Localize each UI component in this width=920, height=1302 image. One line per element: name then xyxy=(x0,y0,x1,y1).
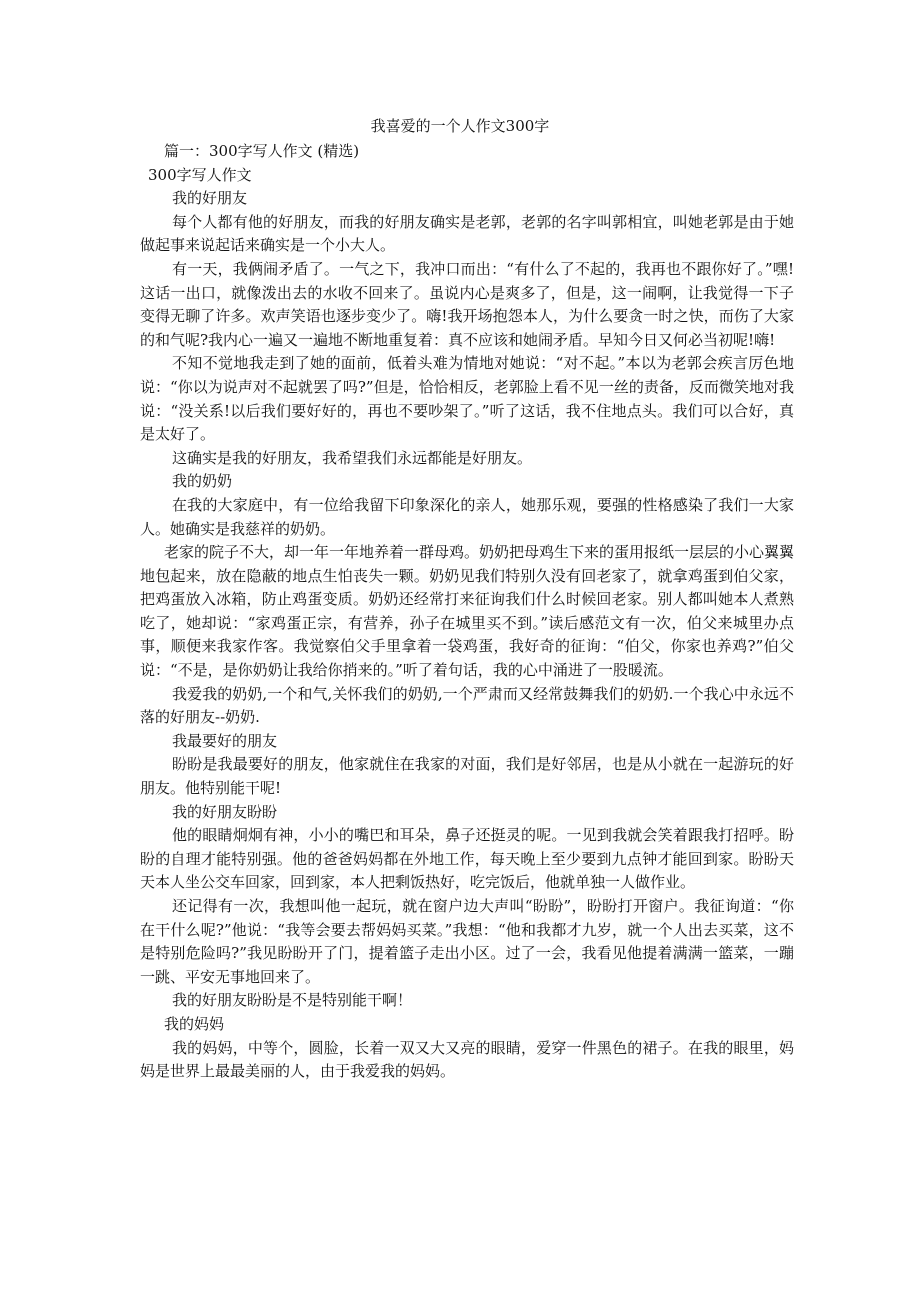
paragraph: 我爱我的奶奶,一个和气,关怀我们的奶奶,一个严肃而又经常鼓舞我们的奶奶.一个我心中永远不落的好朋友--奶奶. xyxy=(140,684,794,727)
paragraph: 我的好朋友盼盼是不是特别能干啊！ xyxy=(172,991,413,1010)
paragraph: 我的好朋友盼盼 xyxy=(172,802,278,821)
paragraph: 我的妈妈 xyxy=(164,1014,225,1033)
paragraph: 这确实是我的好朋友，我希望我们永远都能是好朋友。 xyxy=(172,448,533,467)
paragraph: 我的妈妈，中等个，圆脸，长着一双又大又亮的眼睛，爱穿一件黑色的裙子。在我的眼里，妈妈是世界上最最美丽的人，由于我爱我的妈妈。 xyxy=(140,1038,794,1081)
paragraph: 他的眼睛炯炯有神，小小的嘴巴和耳朵，鼻子还挺灵的呢。一见到我就会笑着跟我打招呼。盼盼的自理才能特别强。他的爸爸妈妈都在外地工作，每天晚上至少要到九点钟才能回到家。盼盼天天本人坐公交车回家，回到家，本人把剩饭热好，吃完饭后，他就单独一人做作业。 xyxy=(140,826,794,892)
paragraph: 我的好朋友 xyxy=(172,189,248,208)
paragraph: 篇一：300字写人作文 (精选) xyxy=(164,142,360,160)
paragraph: 我最要好的朋友 xyxy=(172,731,278,750)
paragraph: 不知不觉地我走到了她的面前，低着头难为情地对她说：“对不起。”本以为老郭会疾言厉色地说：“你以为说声对不起就罢了吗?”但是，恰恰相反，老郭脸上看不见一丝的责备，反而微笑地对我说：“没关系!以后我们要好好的，再也不要吵架了。”听了这话，我不住地点头。我们可以合好，真是太好了。 xyxy=(140,354,794,444)
document-body xyxy=(140,140,794,1084)
paragraph: 300字写人作文 xyxy=(148,165,252,184)
paragraph: 在我的大家庭中，有一位给我留下印象深化的亲人，她那乐观，要强的性格感染了我们一大家人。她确实是我慈祥的奶奶。 xyxy=(140,495,794,538)
paragraph: 老家的院子不大，却一年一年地养着一群母鸡。奶奶把母鸡生下来的蛋用报纸一层层的小心翼翼地包起来，放在隐蔽的地点生怕丧失一颗。奶奶见我们特别久没有回老家了，就拿鸡蛋到伯父家，把鸡蛋放入冰箱，防止鸡蛋变质。奶奶还经常打来征询我们什么时候回老家。别人都叫她本人煮熟吃了，她却说：“家鸡蛋正宗，有营养，孙子在城里买不到。”读后感范文有一次，伯父来城里办点事，顺便来我家作客。我觉察伯父手里拿着一袋鸡蛋，我好奇的征询：“伯父，你家也养鸡?”伯父说：“不是，是你奶奶让我给你捎来的。”听了着句话，我的心中涌进了一股暖流。 xyxy=(140,543,795,680)
paragraph: 还记得有一次，我想叫他一起玩，就在窗户边大声叫“盼盼”，盼盼打开窗户。我征询道：“你在干什么呢?”他说：“我等会要去帮妈妈买菜。”我想：“他和我都才九岁，就一个人出去买菜，这不是特别危险吗?”我见盼盼开了门，提着篮子走出小区。过了一会，我看见他提着满满一篮菜，一蹦一跳、平安无事地回来了。 xyxy=(140,897,794,986)
paragraph: 盼盼是我最要好的朋友，他家就住在我家的对面，我们是好邻居，也是从小就在一起游玩的好朋友。他特别能干呢! xyxy=(140,755,794,798)
document-title: 我喜爱的一个人作文300字 xyxy=(370,117,550,135)
paragraph: 我的奶奶 xyxy=(172,472,233,491)
paragraph: 有一天，我俩闹矛盾了。一气之下，我冲口而出：“有什么了不起的，我再也不跟你好了。”嘿!这话一出口，就像泼出去的水收不回来了。虽说内心是爽多了，但是，这一闹啊，让我觉得一下子变得无聊了许多。欢声笑语也逐步变少了。嗨!我开场抱怨本人，为什么要贪一时之快，而伤了大家的和气呢?我内心一遍又一遍地不断地重复着：真不应该和她闹矛盾。早知今日又何必当初呢!嗨! xyxy=(140,259,794,349)
paragraph: 每个人都有他的好朋友，而我的好朋友确实是老郭，老郭的名字叫郭相宜，叫她老郭是由于她做起事来说起话来确实是一个小大人。 xyxy=(140,212,794,255)
